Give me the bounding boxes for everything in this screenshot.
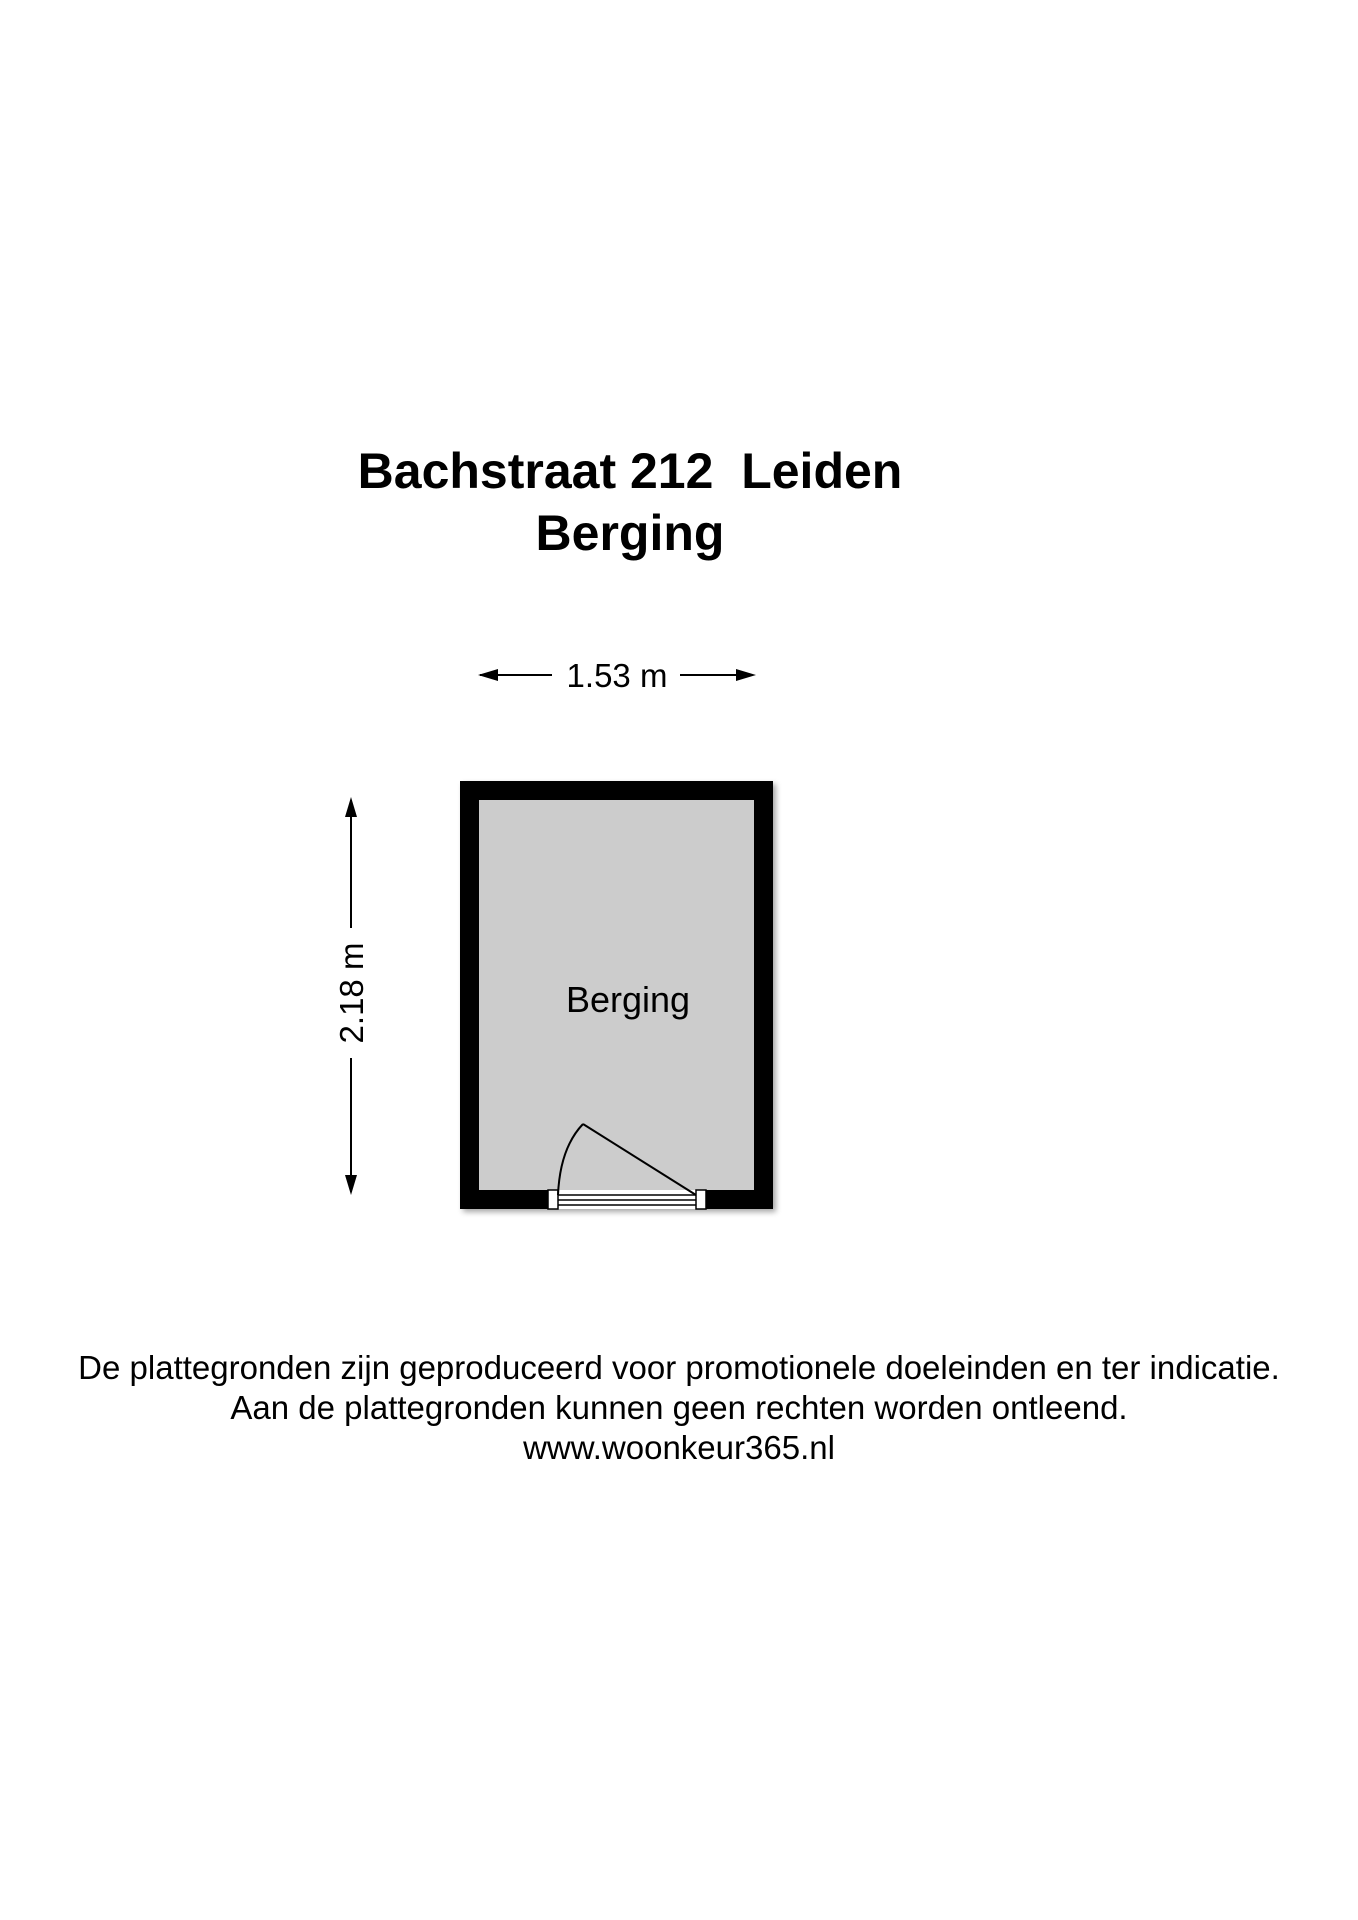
- width-arrowhead-left: [478, 669, 498, 681]
- disclaimer-line-1: De plattegronden zijn geproduceerd voor promotionele doeleinden en ter indicatie.: [78, 1349, 1280, 1386]
- door-jamb-left: [548, 1190, 558, 1209]
- height-arrowhead-bottom: [345, 1175, 357, 1195]
- disclaimer-line-2: Aan de plattegronden kunnen geen rechten worden ontleend.: [230, 1389, 1128, 1426]
- width-label: 1.53 m: [566, 657, 668, 694]
- width-dimension: [478, 657, 756, 694]
- website-link: www.woonkeur365.nl: [523, 1429, 835, 1466]
- width-arrowhead-right: [736, 669, 756, 681]
- height-dimension: [333, 797, 370, 1195]
- height-arrowhead-top: [345, 797, 357, 817]
- height-label: 2.18 m: [333, 942, 370, 1044]
- door-jamb-right: [696, 1190, 706, 1209]
- floor-title: Berging: [535, 505, 725, 561]
- address-title: Bachstraat 212 Leiden: [357, 443, 903, 499]
- footer: [0, 1348, 1358, 1468]
- room-label: Berging: [565, 979, 691, 1020]
